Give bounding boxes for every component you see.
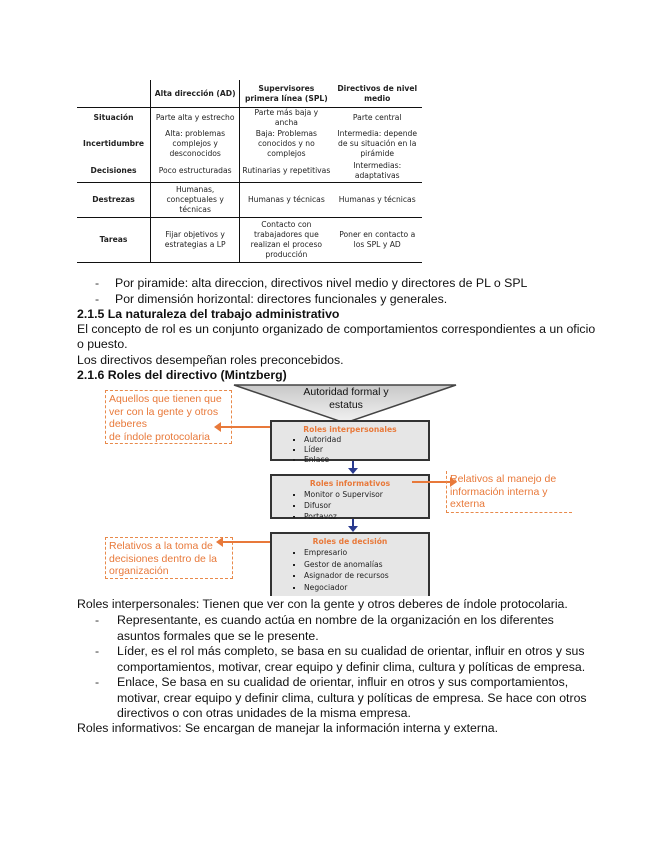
authority-label: [300, 386, 392, 412]
list-item-text: [117, 675, 587, 722]
list-item-line: comportamientos, motivar, crear equipo y definir clima, cultura y políticas de empresa.: [117, 659, 586, 674]
callout-line: organización: [109, 565, 169, 577]
table-row: [77, 160, 422, 183]
list-item-line: motivar, crear equipo y definir clima, cultura y políticas de empresa. Se hace con otros: [117, 690, 587, 705]
section-heading-216: 2.1.6 Roles del directivo (Mintzberg): [77, 368, 287, 382]
role-list: [272, 489, 428, 522]
dash-bullet: -: [95, 613, 100, 627]
callout-line: de índole protocolaria: [109, 430, 210, 443]
table-cell: Baja: Problemas conocidos y no complejos: [240, 128, 333, 160]
table-cell: Poner en contacto a los SPL y AD: [332, 218, 422, 263]
callout-line: Relativos al manejo de: [450, 473, 557, 485]
paragraph: o puesto.: [77, 337, 128, 351]
box-title: Roles informativos: [309, 479, 391, 488]
list-item-text: [117, 644, 587, 675]
table-row: [77, 183, 422, 218]
section-heading-215: 2.1.5 La naturaleza del trabajo administrativo: [77, 307, 340, 321]
callout-informativos: [446, 471, 572, 513]
role-item: ▪ Monitor o Supervisor: [304, 489, 428, 500]
box-roles-decision: [270, 532, 430, 596]
box-title: Roles interpersonales: [303, 425, 397, 434]
row-label: Tareas: [77, 218, 151, 263]
management-levels-table: [77, 80, 422, 263]
table-cell: Parte central: [352, 113, 402, 122]
list-item-line: Líder, es el rol más completo, se basa en su cualidad de orientar, influir en otros y sus: [117, 644, 585, 658]
role-item: ▪ Enlace: [304, 455, 428, 465]
table-row: [77, 108, 422, 129]
role-list: [272, 435, 428, 465]
row-label: Incertidumbre: [83, 139, 144, 148]
table-cell: Intermedias: adaptativas: [332, 160, 422, 183]
authority-label-line2: estatus: [329, 399, 363, 411]
table-row: [77, 218, 422, 263]
list-item-line: directivos o con otras unidades de la misma empresa.: [117, 706, 411, 720]
list-item-line: asuntos formales que se le presente.: [117, 628, 319, 643]
table-cell: Poco estructuradas: [151, 160, 240, 183]
list-item-text: Por piramide: alta direccion, directivos nivel medio y directores de PL o SPL: [115, 276, 528, 290]
role-item: ▪ Difusor: [304, 500, 428, 511]
table-header-empty: [77, 80, 151, 108]
table-cell: Rutinarias y repetitivas: [240, 160, 333, 183]
paragraph-roles-informativos: Roles informativos: Se encargan de manejar la información interna y externa.: [77, 721, 499, 735]
dash-bullet: -: [95, 675, 100, 689]
list-item-line: Representante, es cuando actúa en nombre de la organización en los diferentes: [117, 613, 554, 627]
table-cell: Parte más baja y ancha: [240, 108, 333, 129]
callout-decision: [105, 537, 233, 579]
role-list: [272, 547, 428, 593]
table-cell: Humanas, conceptuales y técnicas: [151, 183, 240, 218]
dash-bullet: -: [95, 276, 100, 290]
box-roles-interpersonales: [270, 420, 430, 464]
arrow-down-icon: [352, 519, 354, 527]
list-item-text: [117, 613, 587, 644]
callout-line: Relativos a la toma de: [109, 540, 213, 552]
table-cell: Humanas y técnicas: [332, 183, 422, 218]
callout-line: decisiones dentro de la: [109, 552, 217, 565]
role-item: ▪ Negociador: [304, 582, 428, 594]
paragraph: El concepto de rol es un conjunto organizado de comportamientos correspondientes a un oficio: [77, 322, 596, 336]
list-item-text: Por dimensión horizontal: directores funcionales y generales.: [115, 292, 448, 306]
box-roles-informativos: [270, 474, 430, 519]
table-row: [77, 128, 422, 160]
table-cell: Fijar objetivos y estrategias a LP: [151, 218, 240, 263]
table-header-row: [77, 80, 422, 108]
list-item: [95, 613, 115, 629]
table-cell: Alta: problemas complejos y desconocidos: [151, 128, 240, 160]
dash-bullet: -: [95, 292, 100, 306]
table-cell: Parte alta y estrecho: [151, 108, 240, 129]
table-cell: Intermedia: depende de su situación en la pirámide: [337, 129, 418, 158]
table-cell: Humanas y técnicas: [240, 183, 333, 218]
callout-line: externa: [450, 498, 486, 510]
callout-interpersonal: [105, 390, 232, 444]
table-header-medio: Directivos de nivel medio: [332, 80, 422, 108]
table-cell: Contacto con trabajadores que realizan el proceso producción: [240, 218, 333, 263]
box-title: Roles de decisión: [312, 537, 388, 546]
paragraph-roles-interpersonales: Roles interpersonales: Tienen que ver con la gente y otros deberes de índole protocolaria.: [77, 597, 568, 611]
table-header-ad: Alta dirección (AD): [151, 80, 240, 108]
role-item: ▪ Gestor de anomalías: [304, 559, 428, 571]
callout-line: ver con la gente y otros: [109, 405, 219, 418]
row-label: Decisiones: [77, 160, 151, 183]
row-label: Situación: [93, 113, 134, 122]
role-item: ▪ Portavoz: [304, 511, 428, 522]
paragraph: Los directivos desempeñan roles preconcebidos.: [77, 353, 344, 367]
list-item: [95, 644, 115, 660]
list-item-line: Enlace, Se basa en su cualidad de orientar, influir en otros y sus comportamientos,: [117, 675, 569, 689]
row-label: Destrezas: [77, 183, 151, 218]
list-item: [95, 292, 447, 308]
role-item: ▪ Autoridad: [304, 435, 428, 445]
callout-line: deberes: [109, 418, 147, 430]
role-item: ▪ Empresario: [304, 547, 428, 559]
callout-line: Aquellos que tienen que: [109, 393, 222, 405]
dash-bullet: -: [95, 644, 100, 658]
role-item: ▪ Líder: [304, 445, 428, 455]
authority-label-line1: Autoridad formal y: [303, 386, 389, 398]
table-header-spl: Supervisores primera línea (SPL): [240, 80, 333, 108]
role-item: ▪ Asignador de recursos: [304, 570, 428, 582]
list-item: [95, 675, 115, 691]
callout-line: información interna y: [450, 485, 548, 498]
list-item: [95, 276, 527, 292]
arrow-down-icon: [352, 461, 354, 469]
